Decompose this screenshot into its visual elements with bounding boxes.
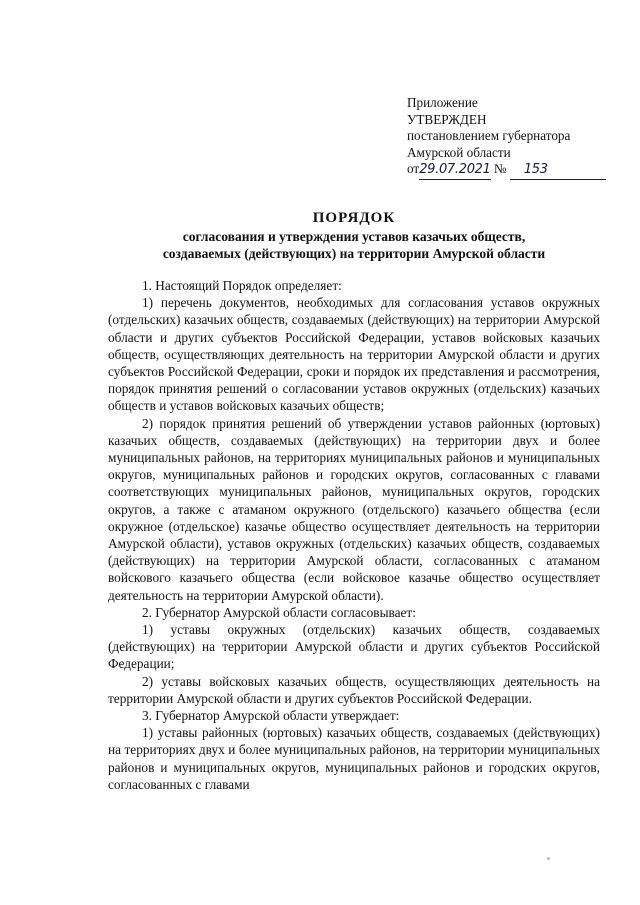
approval-date-prefix: от (407, 161, 420, 176)
approval-approved-label: УТВЕРЖДЕН (407, 111, 487, 127)
scan-speck (547, 857, 550, 860)
paragraph-3-1: 1) уставы районных (юртовых) казачьих обществ, создаваемых (действующих) на территориях двух и более муниципальных районов, на территории муниципальных районов и муниципальных округов, муниципальных районов и городских округов, согласованных с главами (108, 725, 600, 792)
document-body (108, 277, 600, 793)
approval-stamp (407, 95, 627, 180)
paragraph-1-1: 1) перечень документов, необходимых для согласования уставов окружных (отдельских) казачьих обществ, создаваемых (действующих) на территории Амурской области и других субъектов Российской Федерации, уставов войсковых казачьих обществ, осуществляющих деятельность на территории Амурской области и других субъектов Российской Федерации, сроки и порядок их представления и рассмотрения, порядок принятия решений о согласовании уставов окружных (отдельских) казачьих обществ и уставов войсковых казачьих обществ; (108, 295, 600, 414)
approval-appendix-label: Приложение (407, 95, 478, 110)
document-subtitle-line-1: согласования и утверждения уставов казачьих обществ, (182, 229, 526, 244)
approval-decree-label: постановлением губернатора (407, 128, 571, 143)
paragraph-3: 3. Губернатор Амурской области утверждает: (142, 708, 400, 724)
document-subtitle-line-2: создаваемых (действующих) на территории Амурской области (162, 246, 546, 261)
paragraph-1-2: 2) порядок принятия решений об утверждении уставов районных (юртовых) казачьих обществ, создаваемых (действующих) на территории двух и более муниципальных районов, на территориях муниципальных районов и муниципальных округов, муниципальных районов и городских округов, согласованных с главами соответствующих муниципальных районов, муниципальных округов, городских округов, а также с атаманом окружного (отдельского) казачьего общества (если окружное (отдельское) казачье общество осуществляет деятельность на территории Амурской области), уставов окружных (отдельских) казачьих обществ, создаваемых (действующих) на территории Амурской области, согласованных с атаманом войскового казачьего общества (если войсковое казачье общество осуществляет деятельность на территории Амурской области). (108, 415, 600, 603)
document-heading (108, 209, 600, 262)
approval-date-value: 29.07.2021 (419, 162, 490, 180)
approval-number-prefix: № (493, 161, 507, 176)
approval-date-line (407, 161, 627, 180)
paragraph-1: 1. Настоящий Порядок определяет: (142, 278, 342, 293)
paragraph-2-1: 1) уставы окружных (отдельских) казачьих обществ, создаваемых (действующих) на территории Амурской области и других субъектов Российской Федерации; (108, 622, 600, 672)
paragraph-2: 2. Губернатор Амурской области согласовывает: (142, 604, 416, 620)
approval-number-value: 153 (510, 162, 606, 180)
document-title: ПОРЯДОК (312, 210, 396, 226)
approval-region-label: Амурской области (407, 144, 511, 160)
paragraph-2-2: 2) уставы войсковых казачьих обществ, осуществляющих деятельность на территории Амурской области и других субъектов Российской Федерации. (108, 673, 600, 706)
